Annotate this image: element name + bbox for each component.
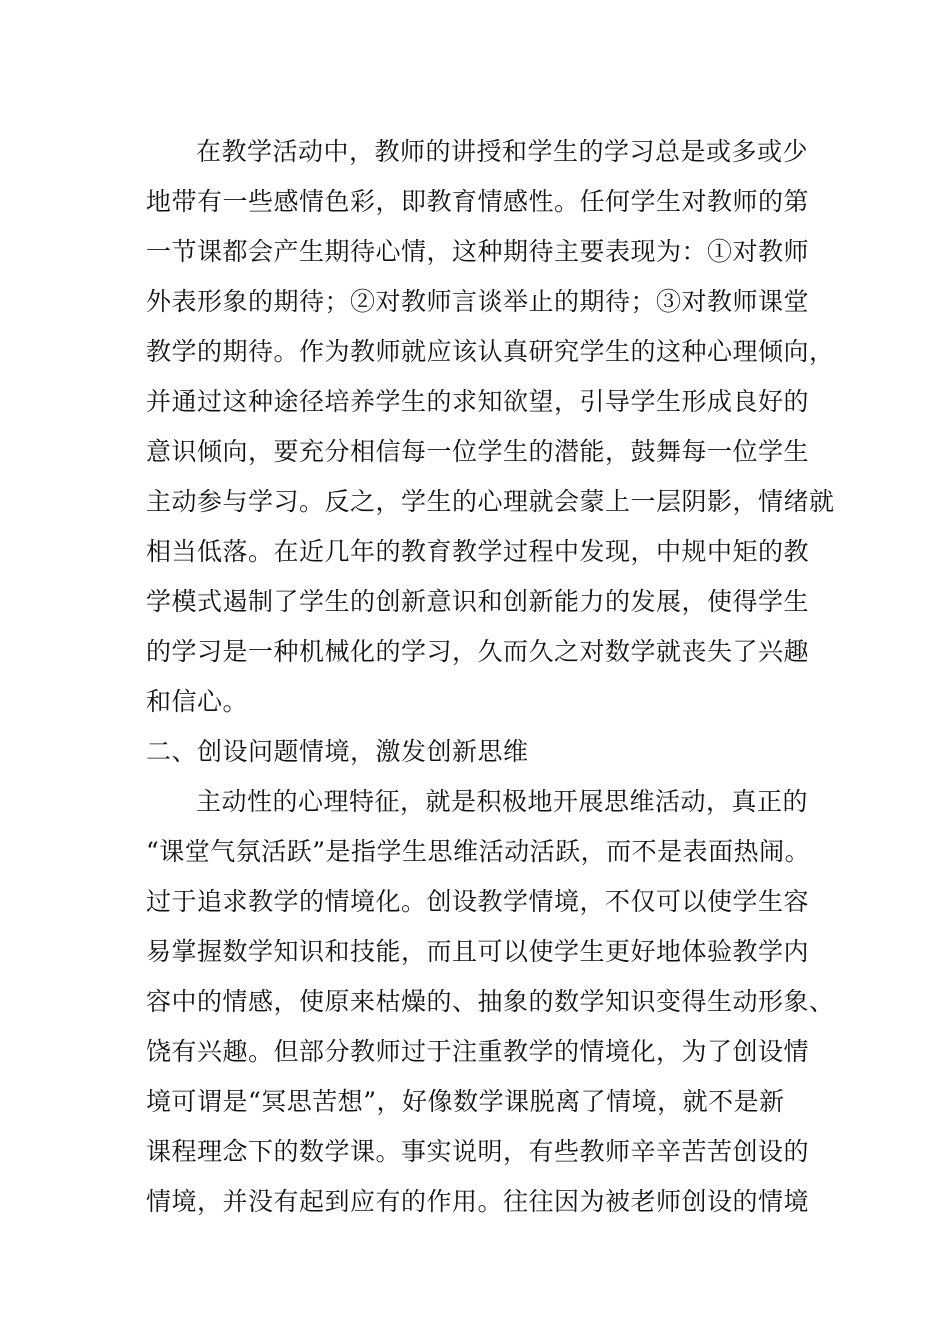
section-heading: 二、创设问题情境，激发创新思维 <box>146 737 529 766</box>
paragraph-line: 情境，并没有起到应有的作用。往往因为被老师创设的情境 <box>146 1187 810 1216</box>
paragraph-line: 相当低落。在近几年的教育教学过程中发现，中规中矩的教 <box>146 537 810 566</box>
paragraph-line: 课程理念下的数学课。事实说明，有些教师辛辛苦苦创设的 <box>146 1137 810 1166</box>
paragraph-line: 学模式遏制了学生的创新意识和创新能力的发展，使得学生 <box>146 587 810 616</box>
paragraph-line: 容中的情感，使原来枯燥的、抽象的数学知识变得生动形象、 <box>146 987 835 1016</box>
paragraph-line: 过于追求教学的情境化。创设教学情境，不仅可以使学生容 <box>146 887 810 916</box>
paragraph-line: 主动性的心理特征，就是积极地开展思维活动，真正的 <box>196 787 809 816</box>
paragraph-line: 的学习是一种机械化的学习，久而久之对数学就丧失了兴趣 <box>146 637 810 666</box>
paragraph-1 <box>146 127 835 727</box>
paragraph-line: 一节课都会产生期待心情，这种期待主要表现为：①对教师 <box>146 237 810 266</box>
paragraph-line: 并通过这种途径培养学生的求知欲望，引导学生形成良好的 <box>146 387 810 416</box>
paragraph-line: “课堂气氛活跃”是指学生思维活动活跃，而不是表面热闹。 <box>146 837 811 866</box>
document-body <box>146 127 835 1227</box>
paragraph-line: 易掌握数学知识和技能，而且可以使学生更好地体验教学内 <box>146 937 810 966</box>
paragraph-line: 外表形象的期待；②对教师言谈举止的期待；③对教师课堂 <box>146 287 810 316</box>
paragraph-line: 和信心。 <box>146 687 249 716</box>
paragraph-2 <box>146 777 835 1227</box>
paragraph-line: 教学的期待。作为教师就应该认真研究学生的这种心理倾向， <box>146 337 835 366</box>
paragraph-line: 在教学活动中，教师的讲授和学生的学习总是或多或少 <box>196 137 809 166</box>
paragraph-line: 地带有一些感情色彩，即教育情感性。任何学生对教师的第 <box>146 187 810 216</box>
paragraph-line: 主动参与学习。反之，学生的心理就会蒙上一层阴影，情绪就 <box>146 487 835 516</box>
paragraph-line: 意识倾向，要充分相信每一位学生的潜能，鼓舞每一位学生 <box>146 437 810 466</box>
paragraph-line: 境可谓是“冥思苦想”，好像数学课脱离了情境，就不是新 <box>146 1087 785 1116</box>
paragraph-line: 饶有兴趣。但部分教师过于注重教学的情境化，为了创设情 <box>146 1037 810 1066</box>
